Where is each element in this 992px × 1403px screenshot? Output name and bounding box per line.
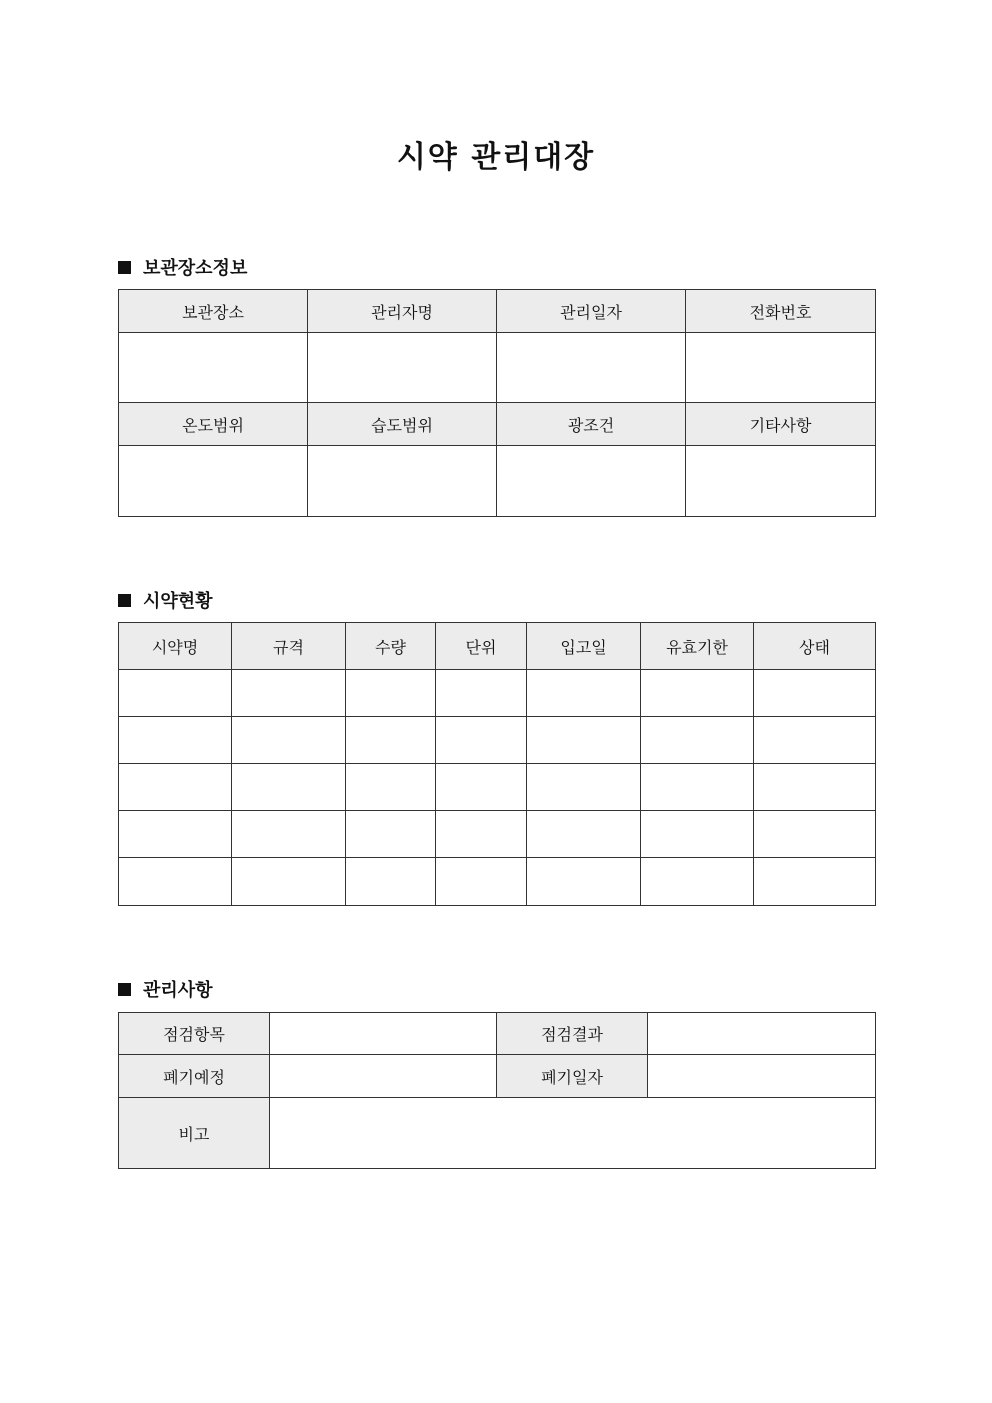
column-header-status: 상태 — [754, 623, 876, 670]
inspection-item-field[interactable] — [270, 1013, 497, 1055]
management-row-disposal — [119, 1055, 876, 1098]
square-bullet-icon — [118, 261, 131, 274]
table-cell[interactable] — [754, 858, 876, 906]
table-cell[interactable] — [119, 670, 232, 717]
management-date-field[interactable] — [497, 333, 686, 403]
table-cell[interactable] — [527, 670, 641, 717]
storage-location-field[interactable] — [119, 333, 308, 403]
table-row — [119, 858, 876, 906]
storage-header-row-2 — [119, 403, 876, 446]
header-management-date: 관리일자 — [497, 290, 686, 333]
table-cell[interactable] — [641, 811, 754, 858]
square-bullet-icon — [118, 983, 131, 996]
table-cell[interactable] — [754, 764, 876, 811]
label-remarks: 비고 — [119, 1098, 270, 1169]
table-cell[interactable] — [119, 858, 232, 906]
table-row — [119, 764, 876, 811]
table-cell[interactable] — [436, 858, 527, 906]
section-heading-reagents — [118, 587, 213, 613]
remarks-field[interactable] — [270, 1098, 876, 1169]
table-cell[interactable] — [436, 717, 527, 764]
table-cell[interactable] — [641, 764, 754, 811]
table-cell[interactable] — [232, 764, 346, 811]
label-disposal-date: 폐기일자 — [497, 1055, 648, 1098]
disposal-plan-field[interactable] — [270, 1055, 497, 1098]
table-cell[interactable] — [232, 811, 346, 858]
table-cell[interactable] — [436, 764, 527, 811]
management-row-remarks — [119, 1098, 876, 1169]
section-heading-storage-label: 보관장소정보 — [143, 258, 248, 279]
section-heading-management — [118, 976, 213, 1002]
disposal-date-field[interactable] — [648, 1055, 876, 1098]
header-temperature-range: 온도범위 — [119, 403, 308, 446]
inspection-result-field[interactable] — [648, 1013, 876, 1055]
storage-info-table — [118, 289, 876, 517]
table-cell[interactable] — [346, 764, 436, 811]
table-cell[interactable] — [346, 858, 436, 906]
humidity-range-field[interactable] — [308, 446, 497, 517]
table-cell[interactable] — [436, 670, 527, 717]
reagent-header-row — [119, 623, 876, 670]
table-cell[interactable] — [119, 717, 232, 764]
section-heading-management-label: 관리사항 — [143, 980, 213, 1001]
header-other-notes: 기타사항 — [686, 403, 876, 446]
phone-number-field[interactable] — [686, 333, 876, 403]
table-cell[interactable] — [527, 858, 641, 906]
header-phone-number: 전화번호 — [686, 290, 876, 333]
table-cell[interactable] — [232, 717, 346, 764]
other-notes-field[interactable] — [686, 446, 876, 517]
storage-header-row-1 — [119, 290, 876, 333]
table-cell[interactable] — [754, 670, 876, 717]
table-cell[interactable] — [346, 717, 436, 764]
table-cell[interactable] — [641, 717, 754, 764]
header-manager-name: 관리자명 — [308, 290, 497, 333]
management-row-inspection — [119, 1013, 876, 1055]
table-cell[interactable] — [119, 811, 232, 858]
section-heading-storage — [118, 254, 247, 280]
reagent-status-table — [118, 622, 876, 906]
header-humidity-range: 습도범위 — [308, 403, 497, 446]
section-heading-reagents-label: 시약현황 — [143, 591, 213, 612]
table-row — [119, 670, 876, 717]
label-disposal-plan: 폐기예정 — [119, 1055, 270, 1098]
label-inspection-result: 점검결과 — [497, 1013, 648, 1055]
storage-value-row-2 — [119, 446, 876, 517]
header-storage-location: 보관장소 — [119, 290, 308, 333]
storage-value-row-1 — [119, 333, 876, 403]
page-title: 시약 관리대장 — [396, 140, 596, 175]
light-condition-field[interactable] — [497, 446, 686, 517]
table-cell[interactable] — [119, 764, 232, 811]
header-light-condition: 광조건 — [497, 403, 686, 446]
table-cell[interactable] — [641, 670, 754, 717]
table-cell[interactable] — [436, 811, 527, 858]
temperature-range-field[interactable] — [119, 446, 308, 517]
table-cell[interactable] — [527, 811, 641, 858]
table-cell[interactable] — [346, 811, 436, 858]
column-header-received-date: 입고일 — [527, 623, 641, 670]
table-cell[interactable] — [754, 717, 876, 764]
table-cell[interactable] — [527, 717, 641, 764]
column-header-expiry-date: 유효기한 — [641, 623, 754, 670]
manager-name-field[interactable] — [308, 333, 497, 403]
square-bullet-icon — [118, 594, 131, 607]
label-inspection-item: 점검항목 — [119, 1013, 270, 1055]
column-header-spec: 규격 — [232, 623, 346, 670]
table-cell[interactable] — [641, 858, 754, 906]
column-header-unit: 단위 — [436, 623, 527, 670]
table-row — [119, 811, 876, 858]
table-cell[interactable] — [527, 764, 641, 811]
table-cell[interactable] — [754, 811, 876, 858]
table-row — [119, 717, 876, 764]
column-header-reagent-name: 시약명 — [119, 623, 232, 670]
management-table — [118, 1012, 876, 1169]
table-cell[interactable] — [232, 670, 346, 717]
column-header-quantity: 수량 — [346, 623, 436, 670]
table-cell[interactable] — [232, 858, 346, 906]
table-cell[interactable] — [346, 670, 436, 717]
